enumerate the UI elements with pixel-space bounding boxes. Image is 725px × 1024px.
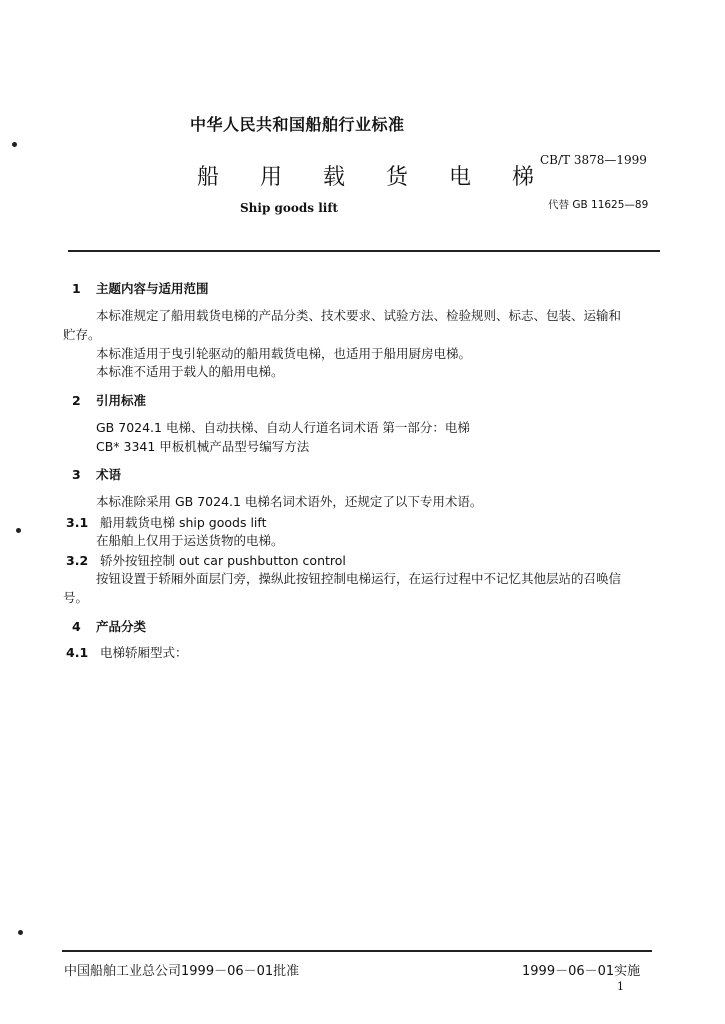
section-title: 引用标准 — [96, 393, 147, 408]
term-name: 船用载货电梯 ship goods lift — [100, 515, 267, 530]
term-number: 3.1 — [66, 515, 89, 530]
section-number: 3 — [72, 467, 81, 482]
paragraph: 本标准适用于曳引轮驱动的船用载货电梯，也适用于船用厨房电梯。 — [96, 346, 472, 361]
paragraph: 本标准除采用 GB 7024.1 电梯名词术语外，还规定了以下专用术语。 — [96, 494, 483, 509]
section-title: 产品分类 — [96, 619, 147, 634]
section-number: 2 — [72, 393, 81, 408]
effective-date: 1999－06－01实施 — [522, 964, 641, 979]
subsection-text: 电梯轿厢型式： — [100, 645, 188, 660]
section-4-heading — [72, 617, 146, 635]
term-definition: 在船舶上仅用于运送货物的电梯。 — [96, 533, 284, 548]
section-2-heading — [72, 391, 146, 409]
standard-code: CB/T 3878—1999 — [540, 153, 647, 167]
term-3-1 — [66, 512, 266, 531]
section-1-heading — [72, 279, 209, 297]
replaces-standard: 代替 GB 11625—89 — [548, 199, 649, 211]
section-title: 主题内容与适用范围 — [96, 281, 209, 296]
footer-divider — [62, 950, 652, 952]
term-3-2 — [66, 550, 346, 569]
term-number: 3.2 — [66, 553, 89, 568]
organization-title: 中华人民共和国船舶行业标准 — [190, 115, 405, 134]
term-definition: 按钮设置于轿厢外面层门旁，操纵此按钮控制电梯运行，在运行过程中不记忆其他层站的召唤信 — [96, 571, 622, 586]
term-name: 轿外按钮控制 out car pushbutton control — [100, 553, 346, 568]
document-title: 船 用 载 货 电 梯 — [197, 165, 551, 190]
page-number: 1 — [617, 980, 624, 993]
header-divider — [68, 250, 660, 252]
section-number: 1 — [72, 281, 81, 296]
margin-mark — [12, 142, 17, 147]
subsection-number: 4.1 — [66, 645, 89, 660]
reference-item: CB* 3341 甲板机械产品型号编写方法 — [96, 439, 310, 454]
margin-mark — [18, 930, 23, 935]
section-number: 4 — [72, 619, 81, 634]
approval-line: 中国船舶工业总公司1999－06－01批准 — [64, 964, 300, 979]
paragraph: 本标准规定了船用载货电梯的产品分类、技术要求、试验方法、检验规则、标志、包装、运输和 — [96, 308, 622, 323]
section-title: 术语 — [96, 467, 122, 482]
term-definition-continuation: 号。 — [63, 590, 89, 605]
paragraph-continuation: 贮存。 — [63, 327, 101, 342]
margin-mark — [16, 528, 21, 533]
reference-item: GB 7024.1 电梯、自动扶梯、自动人行道名词术语 第一部分：电梯 — [96, 420, 470, 435]
section-3-heading — [72, 465, 121, 483]
subsection-4-1 — [66, 642, 188, 661]
paragraph: 本标准不适用于载人的船用电梯。 — [96, 364, 284, 379]
english-title: Ship goods lift — [240, 201, 339, 215]
